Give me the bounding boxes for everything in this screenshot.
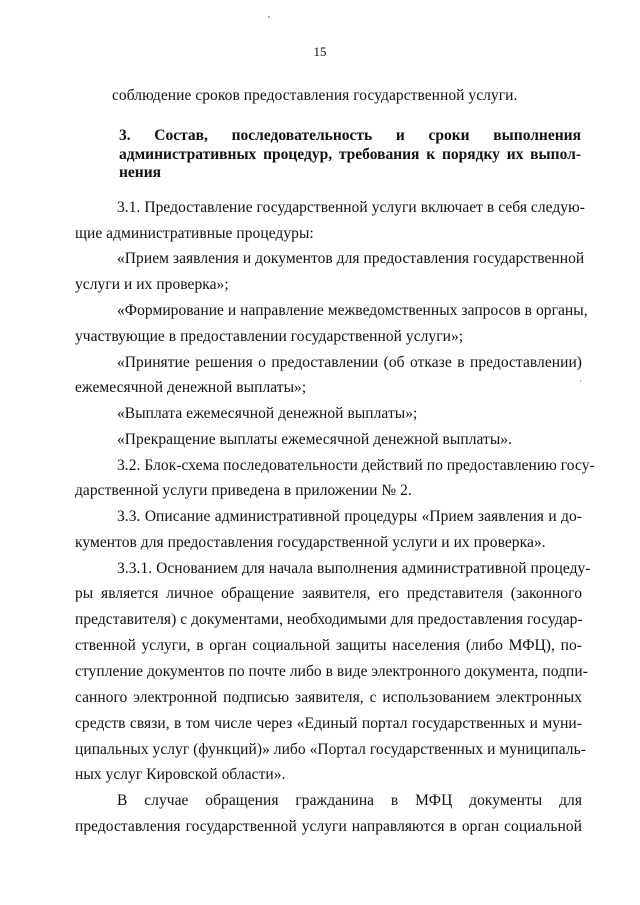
body-line: дарственной услуги приведена в приложении № 2.: [75, 482, 412, 499]
scan-speck: [580, 380, 581, 382]
body-line: 3.3. Описание административной процедуры «Прием заявления и до-: [117, 508, 582, 525]
body-line: ры является личное обращение заявителя, его представителя (законного: [75, 585, 582, 602]
body-line: «Прекращение выплаты ежемесячной денежной выплаты».: [117, 431, 513, 448]
body-line: средств связи, в том числе через «Единый портал государственных и муни-: [75, 715, 582, 732]
section-heading: административных процедур, требования к порядку их выпол-: [119, 146, 581, 163]
body-line: участвующие в предоставлении государственной услуги»;: [75, 328, 464, 345]
body-line: ственной услуги, в орган социальной защиты населения (либо МФЦ), по-: [75, 637, 582, 654]
body-line: ных услуг Кировской области».: [75, 766, 286, 783]
body-line: предоставления государственной услуги направляются в орган социальной: [75, 818, 582, 835]
body-line: В случае обращения гражданина в МФЦ документы для: [117, 792, 582, 809]
body-line: «Выплата ежемесячной денежной выплаты»;: [117, 405, 418, 422]
body-line: ципальных услуг (функций)» либо «Портал государственных и муниципаль-: [75, 741, 586, 758]
section-heading: нения: [119, 164, 162, 181]
body-line: кументов для предоставления государственной услуги и их проверка».: [75, 534, 546, 551]
scan-speck: [268, 16, 270, 18]
body-line: 3.2. Блок-схема последовательности действий по предоставлению госу-: [117, 457, 595, 474]
body-line: санного электронной подписью заявителя, с использованием электронных: [75, 689, 582, 706]
body-line: ступление документов по почте либо в виде электронного документа, подпи-: [75, 663, 588, 680]
body-line: услуги и их проверка»;: [75, 276, 229, 293]
body-line: щие административные процедуры:: [75, 225, 314, 242]
body-line: «Формирование и направление межведомственных запросов в органы,: [117, 302, 588, 319]
section-heading: 3. Состав, последовательность и сроки выполнения: [119, 127, 581, 144]
body-line: соблюдение сроков предоставления государственной услуги.: [112, 87, 518, 104]
page-number: 15: [313, 44, 327, 59]
body-line: 3.1. Предоставление государственной услуги включает в себя следую-: [117, 199, 585, 216]
body-line: ежемесячной денежной выплаты»;: [75, 379, 307, 396]
body-line: «Прием заявления и документов для предоставления государственной: [117, 250, 585, 267]
body-line: представителя) с документами, необходимыми для предоставления государ-: [75, 611, 583, 628]
body-line: «Принятие решения о предоставлении (об отказе в предоставлении): [117, 354, 582, 371]
body-line: 3.3.1. Основанием для начала выполнения административной процеду-: [117, 560, 591, 577]
